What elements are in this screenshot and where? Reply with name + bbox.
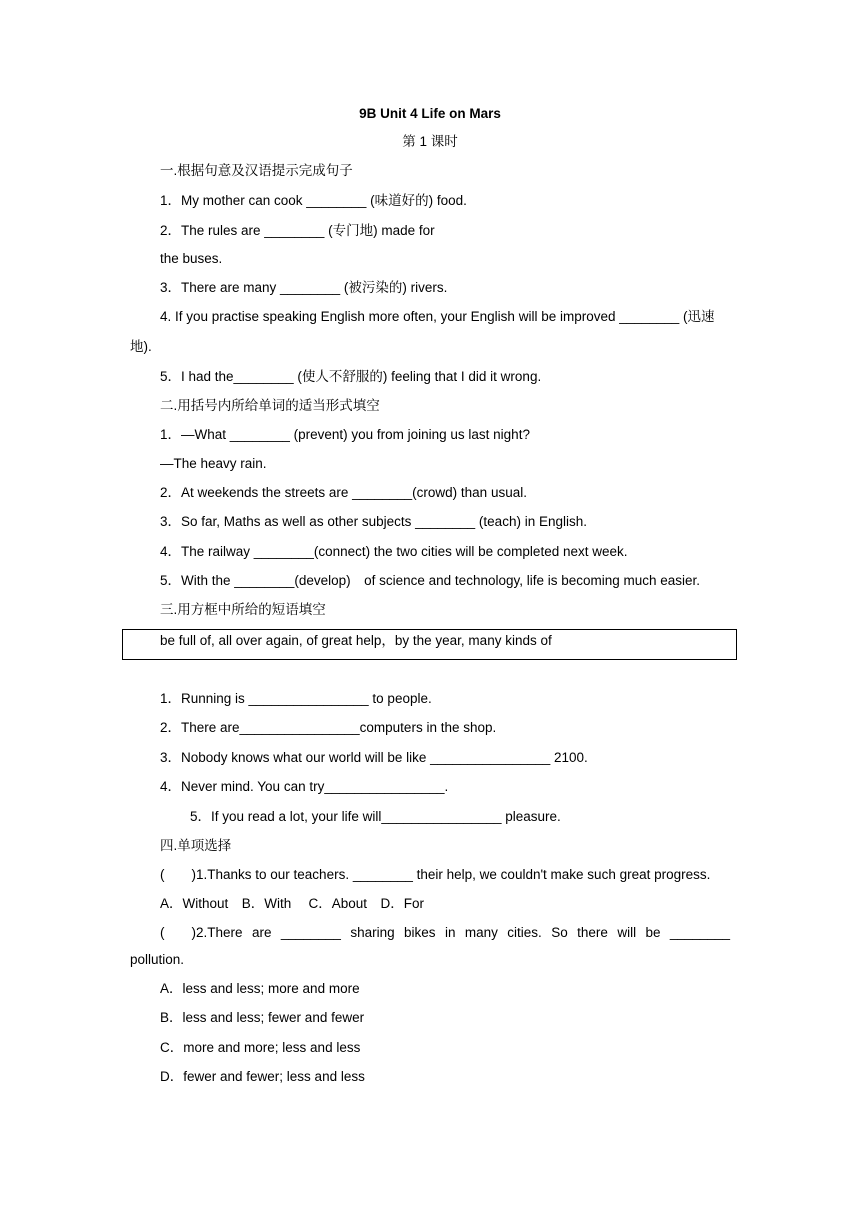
s2-question-1-answer: —The heavy rain. [160,456,267,471]
s3-question-4: 4．Never mind. You can try________________. [160,779,449,794]
s4-question-2-option-b: B．less and less; fewer and fewer [160,1010,365,1025]
s3-question-1: 1．Running is ________________ to people. [160,691,432,706]
s1-question-4-cont: 地). [130,339,152,354]
s2-question-1: 1．—What ________ (prevent) you from joining us last night? [160,427,530,442]
section-1-heading: 一.根据句意及汉语提示完成句子 [160,163,353,178]
section-2-heading: 二.用括号内所给单词的适当形式填空 [160,398,380,413]
s3-question-3: 3．Nobody knows what our world will be like ________________ 2100. [160,750,588,765]
s4-q2-word: ________ [280,925,341,940]
s4-question-1: ( )1.Thanks to our teachers. ________ their help, we couldn't make such great progress. [160,867,711,882]
s4-q2-word: sharing [350,925,395,940]
s4-q2-word: ________ [669,925,730,940]
page-subtitle: 第 1 课时 [402,134,458,149]
s4-q2-word: be [645,925,661,940]
s1-question-2: 2．The rules are ________ (专门地) made for [160,223,435,238]
s1-question-2-cont: the buses. [160,251,223,266]
section-3-heading: 三.用方框中所给的短语填空 [160,602,326,617]
s2-question-3: 3．So far, Maths as well as other subjects ________ (teach) in English. [160,514,587,529]
s1-question-5: 5．I had the________ (使人不舒服的) feeling that I did it wrong. [160,369,542,384]
s1-question-4: 4. If you practise speaking English more often, your English will be improved ________ (迅速 [160,309,715,324]
s4-q2-word: ( )2.There [160,925,243,940]
s4-q2-word: many [464,925,498,940]
s4-question-2 [160,924,730,942]
s4-q2-word: bikes [404,925,436,940]
s4-question-2-option-c: C．more and more; less and less [160,1040,361,1055]
s4-q2-word: So [551,925,568,940]
s2-question-5: 5．With the ________(develop) of science and technology, life is becoming much easier. [160,573,701,588]
s4-q2-word: there [577,925,608,940]
section-4-heading: 四.单项选择 [160,838,232,853]
s4-q2-word: in [444,925,456,940]
s4-q2-word: will [617,925,637,940]
s1-question-3: 3．There are many ________ (被污染的) rivers. [160,280,448,295]
s4-q2-word: cities. [507,925,542,940]
s2-question-4: 4．The railway ________(connect) the two cities will be completed next week. [160,544,628,559]
s4-question-2-option-d: D．fewer and fewer; less and less [160,1069,365,1084]
s4-question-2-cont: pollution. [130,952,185,967]
s4-question-2-option-a: A．less and less; more and more [160,981,360,996]
s4-q2-word: are [251,925,272,940]
phrase-box-text: be full of, all over again, of great help，by the year, many kinds of [160,633,552,648]
s3-question-5: 5．If you read a lot, your life will________________ pleasure. [190,809,561,824]
s4-question-1-options: A．Without B．With C．About D．For [160,896,425,911]
s1-question-1: 1．My mother can cook ________ (味道好的) food. [160,193,467,208]
s2-question-2: 2．At weekends the streets are ________(crowd) than usual. [160,485,527,500]
s3-question-2: 2．There are________________computers in the shop. [160,720,497,735]
page-title: 9B Unit 4 Life on Mars [359,106,501,121]
